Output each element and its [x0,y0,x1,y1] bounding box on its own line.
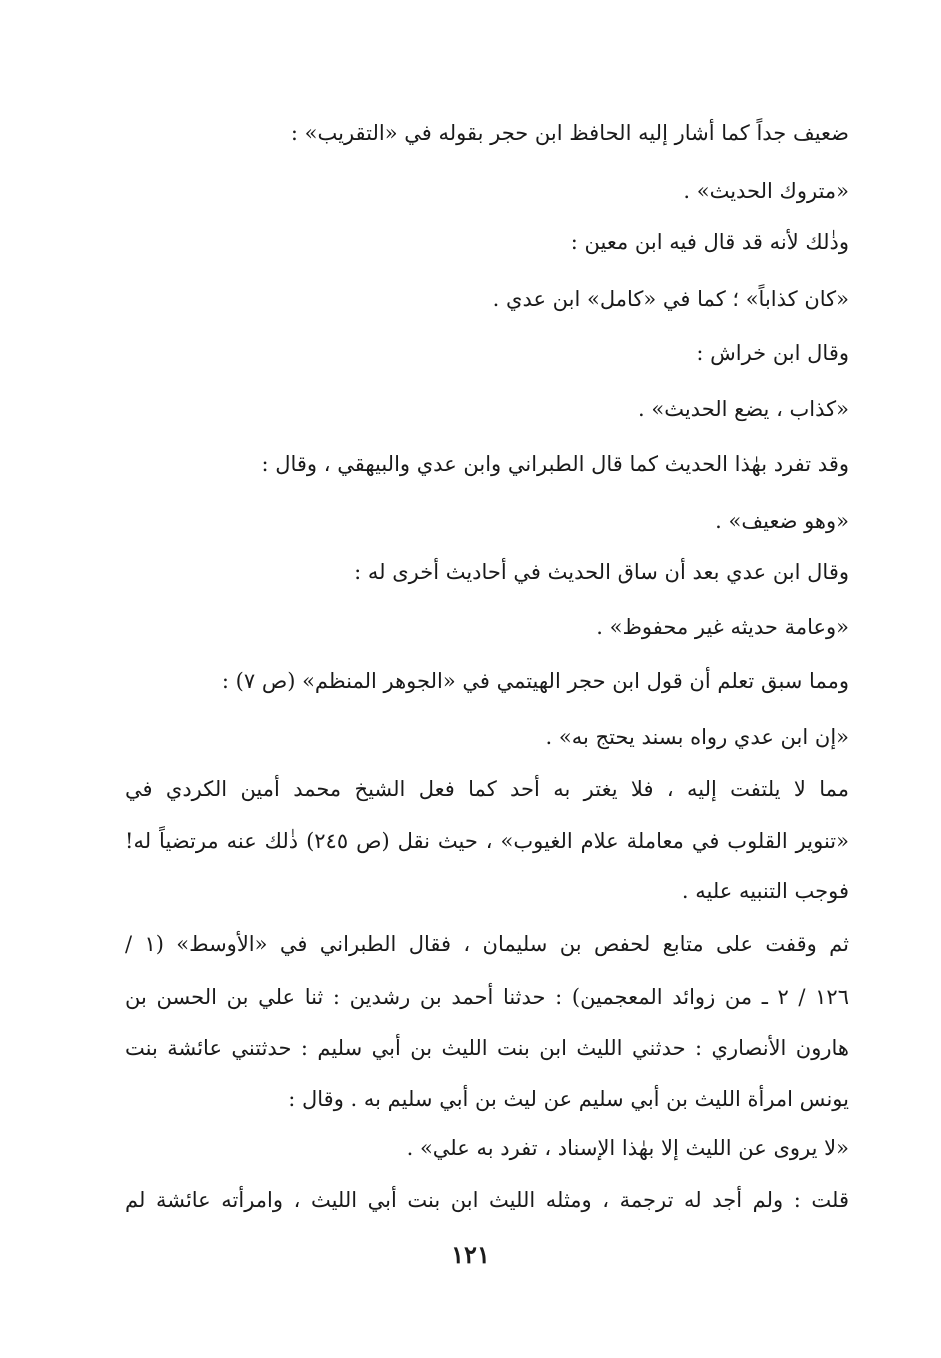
text-line: هارون الأنصاري : حدثني الليث ابن بنت الليث بن أبي سليم : حدثتني عائشة بنت [125,1036,849,1060]
text-line: وذٰلك لأنه قد قال فيه ابن معين : [570,230,849,254]
quote-line: «إن ابن عدي رواه بسند يحتج به» . [545,725,849,749]
text-line: يونس امرأة الليث بن أبي سليم عن ليث بن أبي سليم به . وقال : [288,1087,849,1111]
text-line: ومما سبق تعلم أن قول ابن حجر الهيتمي في «الجوهر المنظم» (ص ٧) : [221,669,849,693]
page-number: ١٢١ [451,1240,490,1269]
text-line: ضعيف جداً كما أشار إليه الحافظ ابن حجر بقوله في «التقريب» : [290,121,849,145]
text-line: وقد تفرد بهٰذا الحديث كما قال الطبراني وابن عدي والبيهقي ، وقال : [261,452,849,476]
text-line: مما لا يلتفت إليه ، فلا يغتر به أحد كما فعل الشيخ محمد أمين الكردي في [125,777,849,801]
text-line: قلت : ولم أجد له ترجمة ، ومثله الليث ابن بنت أبي الليث ، وامرأته عائشة لم [125,1188,849,1212]
quote-line: «وعامة حديثه غير محفوظ» . [596,615,849,639]
text-line: ١٢٦ / ٢ ـ من زوائد المعجمين) : حدثنا أحمد بن رشدين : ثنا علي بن الحسن بن [125,985,849,1009]
quote-line: «متروك الحديث» . [683,179,849,203]
text-line: وقال ابن خراش : [696,341,849,365]
quote-line: «وهو ضعيف» . [715,509,849,533]
quote-line: «لا يروى عن الليث إلا بهٰذا الإسناد ، تفرد به علي» . [406,1136,849,1160]
quote-line: «كذاب ، يضع الحديث» . [638,397,849,421]
text-line: ثم وقفت على متابع لحفص بن سليمان ، فقال الطبراني في «الأوسط» (١ / [125,932,849,956]
text-line: فوجب التنبيه عليه . [681,879,849,903]
text-line: «تنوير القلوب في معاملة علام الغيوب» ، حيث نقل (ص ٢٤٥) ذٰلك عنه مرتضياً له! [125,829,849,853]
text-line: وقال ابن عدي بعد أن ساق الحديث في أحاديث أخرى له : [354,560,849,584]
quote-line: «كان كذاباً» ؛ كما في «كامل» ابن عدي . [492,287,849,311]
